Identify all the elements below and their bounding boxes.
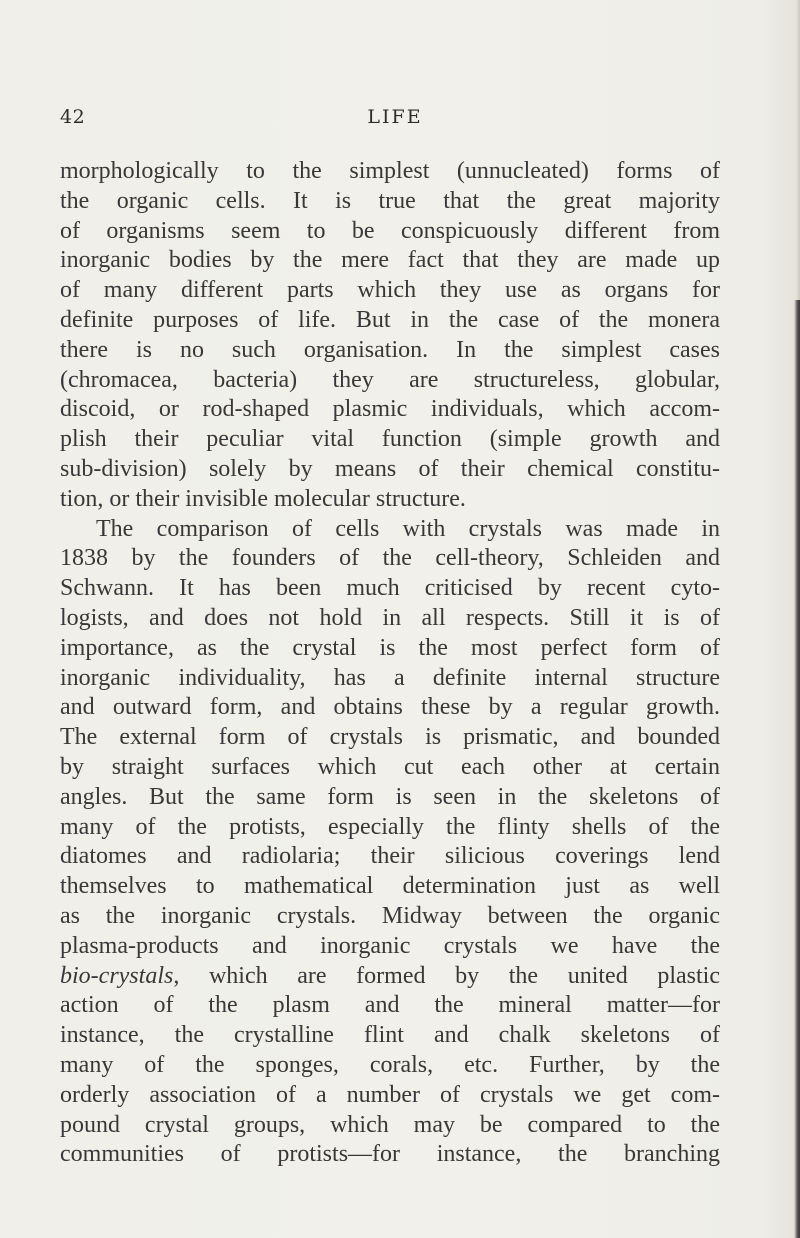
text-line: many of the sponges, corals, etc. Further, by the bbox=[60, 1051, 720, 1078]
page-edge-shadow bbox=[794, 300, 800, 1238]
text-line: of organisms seem to be conspicuously different from bbox=[60, 217, 720, 244]
text-line: angles. But the same form is seen in the skeletons of bbox=[60, 783, 720, 810]
page-header bbox=[60, 106, 720, 136]
text-line: orderly association of a number of crystals we get com- bbox=[60, 1081, 720, 1108]
page-number: 42 bbox=[60, 106, 86, 128]
text-line: as the inorganic crystals. Midway between the organic bbox=[60, 902, 720, 929]
text-line: (chromacea, bacteria) they are structureless, globular, bbox=[60, 366, 720, 393]
text-line-italic bbox=[60, 962, 720, 992]
text-line: Schwann. It has been much criticised by recent cyto- bbox=[60, 575, 720, 602]
text-line: plish their peculiar vital function (simple growth and bbox=[60, 426, 720, 453]
text-line: there is no such organisation. In the simplest cases bbox=[60, 336, 720, 363]
text-line: of many different parts which they use as organs for bbox=[60, 277, 720, 304]
text-line: discoid, or rod-shaped plasmic individuals, which accom- bbox=[60, 396, 720, 423]
text-line: sub-division) solely by means of their chemical constitu- bbox=[60, 455, 720, 482]
text-line: action of the plasm and the mineral matter—for bbox=[60, 992, 720, 1019]
paragraph-start-line: The comparison of cells with crystals was made in bbox=[96, 515, 720, 542]
text-line: importance, as the crystal is the most perfect form of bbox=[60, 634, 720, 661]
text-line: and outward form, and obtains these by a regular growth. bbox=[60, 694, 720, 721]
text-line: communities of protists—for instance, the branching bbox=[60, 1141, 720, 1168]
text-line: pound crystal groups, which may be compared to the bbox=[60, 1111, 720, 1138]
running-head: LIFE bbox=[367, 106, 423, 128]
text-line: plasma-products and inorganic crystals we have the bbox=[60, 932, 720, 959]
text-line-rest: , which are formed by the united plastic bbox=[173, 962, 720, 989]
text-line: themselves to mathematical determination just as well bbox=[60, 873, 720, 900]
text-line: inorganic bodies by the mere fact that they are made up bbox=[60, 247, 720, 274]
text-line: definite purposes of life. But in the case of the monera bbox=[60, 306, 720, 333]
page-edge-shadow-top bbox=[796, 0, 800, 300]
text-line: 1838 by the founders of the cell-theory, Schleiden and bbox=[60, 545, 720, 572]
text-line: by straight surfaces which cut each other at certain bbox=[60, 753, 720, 780]
text-line: many of the protists, especially the flinty shells of the bbox=[60, 813, 720, 840]
body-text bbox=[60, 157, 720, 1170]
text-line: diatomes and radiolaria; their silicious coverings lend bbox=[60, 843, 720, 870]
text-line: the organic cells. It is true that the great majority bbox=[60, 187, 720, 214]
text-line: logists, and does not hold in all respects. Still it is of bbox=[60, 604, 720, 631]
text-line: instance, the crystalline flint and chalk skeletons of bbox=[60, 1022, 720, 1049]
text-line: The external form of crystals is prismatic, and bounded bbox=[60, 724, 720, 751]
text-line: inorganic individuality, has a definite internal structure bbox=[60, 664, 720, 691]
text-line: morphologically to the simplest (unnucleated) forms of bbox=[60, 158, 720, 184]
paragraph-end-line: tion, or their invisible molecular structure. bbox=[60, 485, 466, 512]
italic-term: bio-crystals bbox=[60, 962, 174, 989]
